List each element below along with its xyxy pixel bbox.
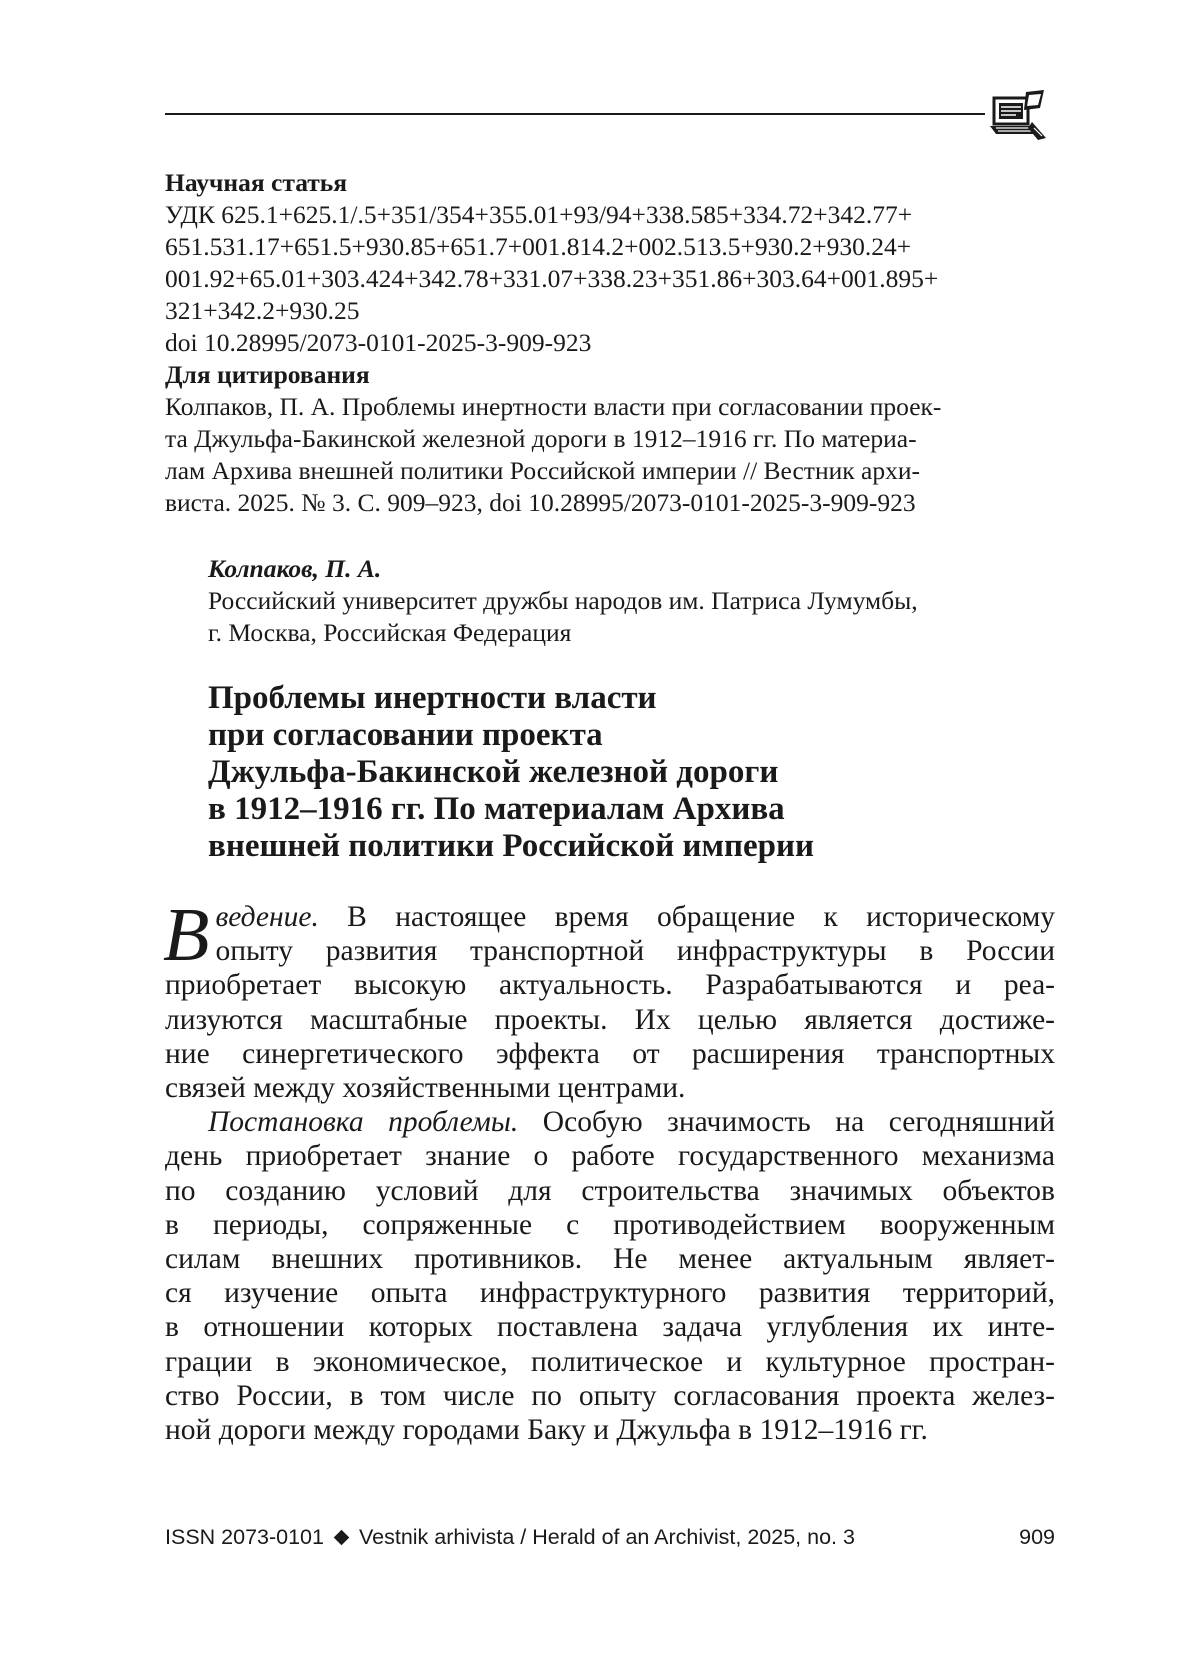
udk-line: 001.92+65.01+303.424+342.78+331.07+338.23+351.86+303.64+001.895+ — [165, 264, 939, 293]
page-footer — [165, 1522, 1055, 1552]
article-title — [208, 680, 1068, 865]
title-line: внешней политики Российской империи — [208, 828, 815, 864]
problem-line: грации в экономическое, политическое и культурное простран- — [165, 1345, 1055, 1378]
udk-line: 651.531.17+651.5+930.85+651.7+001.814.2+002.513.5+930.2+930.24+ — [165, 232, 912, 261]
citation-line: та Джульфа-Бакинской железной дороги в 1912–1916 гг. По материа- — [165, 424, 917, 453]
problem-lead: Постановка проблемы. — [208, 1106, 519, 1139]
title-line: Джульфа-Бакинской железной дороги — [208, 754, 779, 790]
problem-line: ся изучение опыта инфраструктурного развития территорий, — [165, 1277, 1055, 1310]
journal-name: Vestnik arhivista / Herald of an Archivist, 2025, no. 3 — [358, 1525, 855, 1549]
problem-line: в отношении которых поставлена задача углубления их инте- — [165, 1311, 1055, 1344]
problem-line: по созданию условий для строительства значимых объектов — [165, 1174, 1055, 1207]
intro-lead: ведение. — [215, 901, 319, 933]
udk-line: 321+342.2+930.25 — [165, 296, 360, 325]
title-line: Проблемы инертности власти — [208, 680, 657, 716]
problem-line: день приобретает знание о работе государственного механизма — [165, 1140, 1055, 1173]
citation-line: лам Архива внешней политики Российской империи // Вестник архи- — [165, 456, 920, 485]
header-rule — [165, 113, 985, 115]
problem-line: силам внешних противников. Не менее актуальным являет- — [165, 1243, 1055, 1276]
intro-line: связей между хозяйственными центрами. — [165, 1072, 686, 1105]
diamond-icon — [334, 1530, 350, 1546]
problem-line: ной дороги между городами Баку и Джульфа в 1912–1916 гг. — [165, 1414, 928, 1447]
issn: ISSN 2073-0101 — [165, 1525, 324, 1549]
citation-line: Колпаков, П. А. Проблемы инертности власти при согласовании проек- — [165, 392, 942, 421]
citation-line: виста. 2025. № 3. С. 909–923, doi 10.28995/2073-0101-2025-3-909-923 — [165, 488, 916, 517]
doi: doi 10.28995/2073-0101-2025-3-909-923 — [165, 328, 592, 357]
intro-line: В настоящее время обращение к историческому — [318, 901, 1055, 933]
page-number: 909 — [1019, 1525, 1055, 1549]
affiliation-line: г. Москва, Российская Федерация — [208, 618, 572, 647]
udk-line: УДК 625.1+625.1/.5+351/354+355.01+93/94+338.585+334.72+342.77+ — [165, 200, 913, 229]
problem-paragraph — [165, 1105, 1055, 1447]
author-block — [208, 553, 1068, 649]
intro-line: приобретает высокую актуальность. Разрабатываются и реа- — [165, 969, 1055, 1002]
title-line: при согласовании проекта — [208, 717, 603, 753]
drop-cap: В — [163, 893, 210, 977]
affiliation-line: Российский университет дружбы народов им. Патриса Лумумбы, — [208, 586, 918, 615]
problem-line: Особую значимость на сегодняшний — [518, 1106, 1055, 1139]
problem-line: в периоды, сопряженные с противодействием вооруженным — [165, 1208, 1055, 1241]
computer-books-icon — [988, 88, 1048, 144]
article-type: Научная статья — [165, 168, 348, 197]
author-name: Колпаков, П. А. — [208, 554, 382, 583]
problem-line: ство России, в том числе по опыту согласования проекта желез- — [165, 1379, 1055, 1412]
intro-paragraph — [163, 893, 1055, 1105]
intro-line: ние синергетического эффекта от расширения транспортных — [165, 1037, 1055, 1070]
intro-line: лизуются масштабные проекты. Их целью является достиже- — [165, 1003, 1055, 1036]
title-line: в 1912–1916 гг. По материалам Архива — [208, 791, 785, 827]
intro-line: опыту развития транспортной инфраструктуры в России — [215, 935, 1055, 968]
citation-heading: Для цитирования — [165, 360, 370, 389]
article-meta — [165, 167, 1055, 519]
article-body — [163, 893, 1055, 1447]
